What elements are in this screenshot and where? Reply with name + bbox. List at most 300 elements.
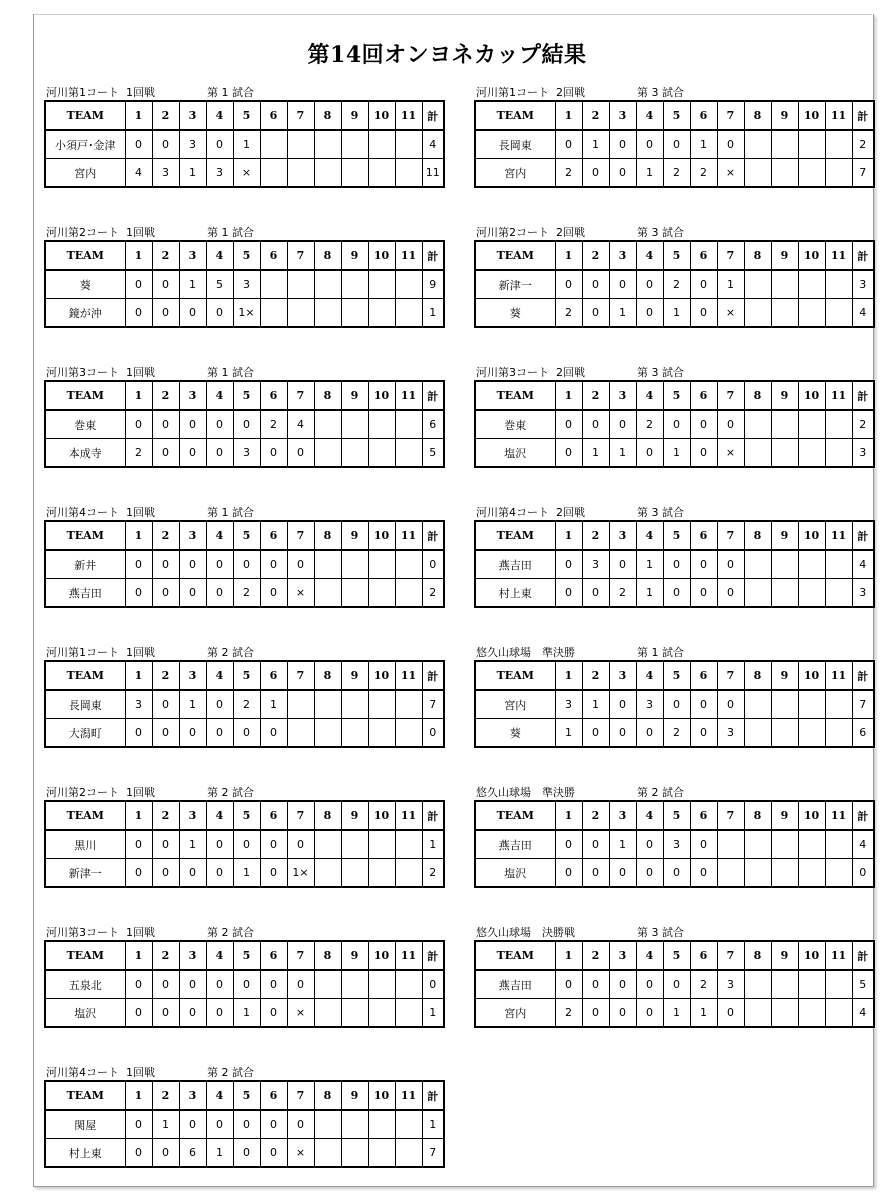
inning-header: 2 <box>152 241 179 270</box>
inning-header: 4 <box>636 241 663 270</box>
inning-score: 0 <box>609 859 636 888</box>
inning-score: 1 <box>609 299 636 328</box>
inning-score: 1 <box>690 130 717 159</box>
inning-score <box>798 299 825 328</box>
inning-score: 2 <box>233 579 260 608</box>
inning-score: 0 <box>152 270 179 299</box>
court-label: 河川第4コート <box>46 506 119 519</box>
round-label: 1回戦 <box>126 1066 155 1079</box>
inning-score: 0 <box>233 1110 260 1139</box>
total-score: 4 <box>852 999 874 1028</box>
total-score: 7 <box>852 159 874 188</box>
inning-header: 6 <box>260 381 287 410</box>
scoreboard-table <box>474 660 875 748</box>
inning-score: 1 <box>663 999 690 1028</box>
inning-header: 3 <box>179 381 206 410</box>
inning-header: 11 <box>395 801 422 830</box>
total-header: 計 <box>422 801 444 830</box>
inning-score: 0 <box>717 579 744 608</box>
total-score: 7 <box>852 690 874 719</box>
inning-score <box>825 550 852 579</box>
inning-header: 7 <box>287 941 314 970</box>
inning-header: 6 <box>260 941 287 970</box>
inning-header: 1 <box>125 801 152 830</box>
total-score: 4 <box>852 830 874 859</box>
team-header: TEAM <box>475 941 555 970</box>
court-label: 河川第1コート <box>476 86 549 99</box>
inning-score: 0 <box>260 579 287 608</box>
inning-score: 3 <box>233 439 260 468</box>
team-name: 燕吉田 <box>475 830 555 859</box>
team-header: TEAM <box>45 101 125 130</box>
header-row <box>45 381 444 410</box>
inning-header: 9 <box>341 801 368 830</box>
team-name: 塩沢 <box>45 999 125 1028</box>
inning-score: 2 <box>555 999 582 1028</box>
inning-header: 4 <box>206 801 233 830</box>
team-header: TEAM <box>45 941 125 970</box>
inning-score <box>825 439 852 468</box>
inning-score <box>395 859 422 888</box>
inning-header: 10 <box>368 241 395 270</box>
total-score: 3 <box>852 270 874 299</box>
total-header: 計 <box>852 801 874 830</box>
inning-score: 1 <box>179 830 206 859</box>
round-label: 決勝戦 <box>542 926 575 939</box>
game-caption <box>474 920 876 940</box>
inning-score <box>395 719 422 748</box>
inning-header: 8 <box>314 801 341 830</box>
game-caption <box>44 80 446 100</box>
inning-header: 11 <box>395 661 422 690</box>
team-name: 長岡東 <box>45 690 125 719</box>
inning-score: 0 <box>179 550 206 579</box>
total-header: 計 <box>852 941 874 970</box>
inning-score <box>771 999 798 1028</box>
inning-header: 7 <box>717 521 744 550</box>
inning-score <box>744 999 771 1028</box>
team-name: 村上東 <box>475 579 555 608</box>
inning-score: 0 <box>287 970 314 999</box>
team-name: 葵 <box>475 299 555 328</box>
inning-score <box>798 159 825 188</box>
inning-score: 0 <box>690 550 717 579</box>
total-score: 0 <box>422 550 444 579</box>
total-score: 4 <box>852 299 874 328</box>
total-score: 2 <box>422 579 444 608</box>
inning-header: 8 <box>744 381 771 410</box>
inning-score: 1 <box>206 1139 233 1168</box>
team-name: 長岡東 <box>475 130 555 159</box>
inning-header: 3 <box>179 1081 206 1110</box>
total-header: 計 <box>422 521 444 550</box>
inning-header: 8 <box>744 801 771 830</box>
inning-score: 1 <box>663 439 690 468</box>
team-row <box>45 439 444 468</box>
team-row <box>475 690 874 719</box>
inning-score: 0 <box>206 859 233 888</box>
inning-score <box>314 719 341 748</box>
inning-header: 5 <box>233 1081 260 1110</box>
team-name: 黒川 <box>45 830 125 859</box>
inning-header: 7 <box>717 241 744 270</box>
court-label: 河川第1コート <box>46 86 119 99</box>
inning-header: 2 <box>152 801 179 830</box>
inning-score: 0 <box>179 970 206 999</box>
header-row <box>475 801 874 830</box>
team-row <box>475 130 874 159</box>
scoreboard-table <box>474 100 875 188</box>
inning-header: 10 <box>368 801 395 830</box>
inning-score: 3 <box>125 690 152 719</box>
inning-score <box>341 550 368 579</box>
total-score: 2 <box>852 410 874 439</box>
inning-header: 5 <box>663 661 690 690</box>
inning-score: 1 <box>582 690 609 719</box>
game-caption <box>44 500 446 520</box>
inning-score <box>395 690 422 719</box>
inning-score: 0 <box>690 270 717 299</box>
inning-score: 0 <box>582 970 609 999</box>
inning-header: 7 <box>287 241 314 270</box>
scoreboard-table <box>44 240 445 328</box>
team-row <box>45 690 444 719</box>
inning-score <box>287 130 314 159</box>
inning-score: 0 <box>609 550 636 579</box>
inning-score <box>341 159 368 188</box>
inning-score <box>287 299 314 328</box>
inning-score: 0 <box>152 410 179 439</box>
total-score: 6 <box>852 719 874 748</box>
total-score: 0 <box>852 859 874 888</box>
inning-score: 1 <box>717 270 744 299</box>
inning-header: 6 <box>260 1081 287 1110</box>
inning-score <box>771 970 798 999</box>
team-row <box>45 299 444 328</box>
court-label: 河川第4コート <box>476 506 549 519</box>
inning-header: 10 <box>798 801 825 830</box>
inning-score: 0 <box>609 690 636 719</box>
inning-header: 6 <box>690 241 717 270</box>
game-block <box>474 360 876 468</box>
inning-score: 0 <box>287 439 314 468</box>
inning-header: 9 <box>771 241 798 270</box>
inning-header: 4 <box>206 241 233 270</box>
inning-score <box>341 299 368 328</box>
team-name: 新井 <box>45 550 125 579</box>
inning-header: 3 <box>179 661 206 690</box>
inning-score: 0 <box>690 299 717 328</box>
inning-header: 1 <box>125 941 152 970</box>
inning-score <box>771 550 798 579</box>
inning-header: 6 <box>690 101 717 130</box>
inning-header: 10 <box>368 1081 395 1110</box>
inning-score <box>260 299 287 328</box>
game-number-label: 第 1 試合 <box>637 646 684 659</box>
inning-header: 2 <box>582 381 609 410</box>
inning-header: 8 <box>744 521 771 550</box>
inning-score: 0 <box>152 690 179 719</box>
inning-header: 7 <box>287 1081 314 1110</box>
inning-header: 5 <box>233 101 260 130</box>
inning-score: 0 <box>260 719 287 748</box>
game-block <box>44 500 446 608</box>
game-block <box>44 220 446 328</box>
inning-score: 0 <box>717 410 744 439</box>
inning-header: 11 <box>395 941 422 970</box>
inning-score <box>341 830 368 859</box>
inning-score: 1 <box>609 439 636 468</box>
team-row <box>475 550 874 579</box>
inning-header: 1 <box>125 661 152 690</box>
inning-score <box>341 410 368 439</box>
inning-header: 1 <box>125 241 152 270</box>
team-row <box>45 1110 444 1139</box>
inning-score: 0 <box>609 970 636 999</box>
inning-header: 10 <box>368 941 395 970</box>
inning-score: 2 <box>555 299 582 328</box>
total-score: 4 <box>852 550 874 579</box>
inning-score: 3 <box>717 719 744 748</box>
team-header: TEAM <box>475 101 555 130</box>
total-score: 2 <box>852 130 874 159</box>
inning-score <box>395 299 422 328</box>
inning-score: 0 <box>260 439 287 468</box>
inning-score: 0 <box>260 550 287 579</box>
inning-score <box>798 130 825 159</box>
inning-score: 0 <box>287 550 314 579</box>
team-name: 宮内 <box>475 999 555 1028</box>
inning-score: 0 <box>125 550 152 579</box>
inning-header: 3 <box>609 521 636 550</box>
inning-header: 2 <box>582 101 609 130</box>
inning-score <box>798 999 825 1028</box>
game-block <box>474 80 876 188</box>
inning-header: 2 <box>152 101 179 130</box>
inning-score: 0 <box>179 999 206 1028</box>
inning-score <box>395 1110 422 1139</box>
inning-score <box>771 690 798 719</box>
total-header: 計 <box>852 661 874 690</box>
inning-score: 0 <box>206 579 233 608</box>
inning-score <box>314 299 341 328</box>
inning-score: 3 <box>555 690 582 719</box>
team-name: 大潟町 <box>45 719 125 748</box>
inning-header: 8 <box>314 381 341 410</box>
header-row <box>45 1081 444 1110</box>
inning-score: 0 <box>287 1110 314 1139</box>
inning-score: 2 <box>233 690 260 719</box>
inning-score: 0 <box>636 719 663 748</box>
inning-header: 10 <box>368 521 395 550</box>
total-header: 計 <box>422 661 444 690</box>
inning-score <box>341 1110 368 1139</box>
inning-score: 5 <box>206 270 233 299</box>
inning-header: 2 <box>152 661 179 690</box>
inning-header: 1 <box>125 381 152 410</box>
court-label: 河川第3コート <box>476 366 549 379</box>
page-title: 第14回オンヨネカップ結果 <box>307 42 587 68</box>
inning-score <box>341 439 368 468</box>
inning-score: 0 <box>152 579 179 608</box>
inning-header: 9 <box>771 661 798 690</box>
inning-score <box>771 270 798 299</box>
total-score: 1 <box>422 830 444 859</box>
inning-score <box>314 270 341 299</box>
header-row <box>45 521 444 550</box>
inning-header: 1 <box>555 101 582 130</box>
inning-score <box>314 550 341 579</box>
inning-header: 3 <box>609 241 636 270</box>
inning-header: 4 <box>636 661 663 690</box>
inning-header: 4 <box>636 521 663 550</box>
inning-score: 0 <box>125 859 152 888</box>
inning-header: 8 <box>314 1081 341 1110</box>
inning-score <box>744 970 771 999</box>
inning-score: 2 <box>663 719 690 748</box>
inning-score: 0 <box>663 550 690 579</box>
court-label: 悠久山球場 <box>476 926 531 939</box>
inning-score: 0 <box>582 719 609 748</box>
inning-header: 11 <box>825 241 852 270</box>
inning-score <box>771 299 798 328</box>
inning-header: 4 <box>206 381 233 410</box>
inning-score: 2 <box>663 159 690 188</box>
court-label: 河川第2コート <box>476 226 549 239</box>
game-caption <box>44 1060 446 1080</box>
inning-score <box>744 830 771 859</box>
total-score: 5 <box>852 970 874 999</box>
inning-score: × <box>717 299 744 328</box>
inning-score <box>341 719 368 748</box>
inning-header: 7 <box>287 801 314 830</box>
team-name: 塩沢 <box>475 439 555 468</box>
inning-score <box>395 439 422 468</box>
inning-score: 2 <box>125 439 152 468</box>
inning-score: 0 <box>582 830 609 859</box>
header-row <box>475 521 874 550</box>
inning-score: 0 <box>233 1139 260 1168</box>
inning-header: 5 <box>663 801 690 830</box>
court-label: 河川第2コート <box>46 226 119 239</box>
inning-score: 3 <box>206 159 233 188</box>
total-score: 7 <box>422 690 444 719</box>
inning-score <box>368 970 395 999</box>
court-label: 河川第3コート <box>46 366 119 379</box>
inning-score: 1× <box>287 859 314 888</box>
total-header: 計 <box>422 1081 444 1110</box>
inning-header: 11 <box>395 1081 422 1110</box>
team-header: TEAM <box>475 241 555 270</box>
court-label: 悠久山球場 <box>476 646 531 659</box>
inning-header: 11 <box>825 801 852 830</box>
inning-score: 0 <box>636 130 663 159</box>
game-number-label: 第 3 試合 <box>637 506 684 519</box>
inning-header: 11 <box>825 101 852 130</box>
game-caption <box>474 220 876 240</box>
inning-score: 0 <box>690 719 717 748</box>
inning-score: 0 <box>555 439 582 468</box>
inning-score <box>771 579 798 608</box>
inning-score: 0 <box>206 410 233 439</box>
team-row <box>45 719 444 748</box>
inning-header: 11 <box>395 101 422 130</box>
inning-score: 0 <box>260 859 287 888</box>
inning-score: 2 <box>663 270 690 299</box>
header-row <box>475 381 874 410</box>
court-label: 河川第2コート <box>46 786 119 799</box>
total-score: 0 <box>422 970 444 999</box>
inning-header: 6 <box>260 521 287 550</box>
inning-header: 5 <box>663 381 690 410</box>
round-label: 1回戦 <box>126 226 155 239</box>
inning-header: 2 <box>582 241 609 270</box>
inning-score: 1 <box>636 550 663 579</box>
inning-score <box>744 410 771 439</box>
inning-score: 0 <box>260 999 287 1028</box>
game-block <box>44 780 446 888</box>
inning-score <box>314 439 341 468</box>
inning-score: 1 <box>636 159 663 188</box>
round-label: 準決勝 <box>542 786 575 799</box>
inning-score <box>341 130 368 159</box>
inning-score <box>825 830 852 859</box>
total-score: 5 <box>422 439 444 468</box>
inning-score: 1 <box>582 130 609 159</box>
inning-header: 10 <box>798 101 825 130</box>
inning-header: 8 <box>744 661 771 690</box>
game-caption <box>44 780 446 800</box>
inning-score: 0 <box>260 970 287 999</box>
inning-header: 8 <box>314 941 341 970</box>
team-row <box>475 299 874 328</box>
inning-score <box>744 859 771 888</box>
inning-score: 3 <box>582 550 609 579</box>
scoreboard-table <box>44 380 445 468</box>
inning-header: 9 <box>341 381 368 410</box>
game-block <box>44 1060 446 1168</box>
inning-score <box>744 159 771 188</box>
inning-score <box>368 159 395 188</box>
game-caption <box>474 360 876 380</box>
inning-score <box>260 270 287 299</box>
inning-score: 0 <box>663 410 690 439</box>
inning-header: 1 <box>125 521 152 550</box>
inning-score: 1 <box>233 859 260 888</box>
inning-score <box>314 579 341 608</box>
round-label: 1回戦 <box>126 926 155 939</box>
scoreboard-table <box>474 380 875 468</box>
inning-header: 5 <box>663 521 690 550</box>
inning-score: 1 <box>179 270 206 299</box>
inning-score: 0 <box>717 999 744 1028</box>
inning-score: 0 <box>690 439 717 468</box>
inning-score: 0 <box>636 439 663 468</box>
inning-score: 0 <box>636 830 663 859</box>
game-block <box>44 80 446 188</box>
team-row <box>45 159 444 188</box>
total-header: 計 <box>852 101 874 130</box>
inning-score: 1 <box>179 159 206 188</box>
inning-score <box>771 719 798 748</box>
game-block <box>44 360 446 468</box>
inning-score: 0 <box>206 550 233 579</box>
total-header: 計 <box>852 241 874 270</box>
inning-header: 5 <box>663 101 690 130</box>
round-label: 準決勝 <box>542 646 575 659</box>
inning-score <box>744 439 771 468</box>
round-label: 1回戦 <box>126 646 155 659</box>
